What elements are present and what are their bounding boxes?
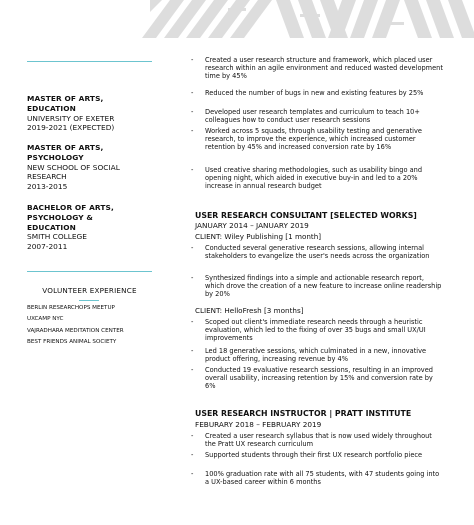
bullet-text: Scoped out client's immediate research needs through a heuristic evaluation, which led to the fixing of over 35 bugs and small UX/UI improvements bbox=[205, 318, 426, 343]
degree-title: BACHELOR OF ARTS, bbox=[27, 203, 114, 212]
list-item bbox=[191, 432, 443, 449]
bullet-text: Reduced the number of bugs in new and existing features by 25% bbox=[205, 89, 424, 97]
school-name: UNIVERSITY OF EXETER bbox=[27, 113, 115, 123]
list-item bbox=[191, 451, 443, 459]
bullet-dash: - bbox=[191, 89, 194, 97]
client-label: CLIENT: HelloFresh [3 months] bbox=[195, 306, 304, 315]
sidebar-divider bbox=[27, 271, 152, 272]
job-title: USER RESEARCH CONSULTANT [SELECTED WORKS] bbox=[195, 211, 417, 220]
list-item bbox=[191, 470, 443, 487]
education-entry bbox=[27, 203, 157, 252]
list-item bbox=[191, 56, 443, 81]
degree-title: PSYCHOLOGY & bbox=[27, 212, 93, 222]
bullet-text: Conducted 19 evaluative research sessions, resulting in an improved overall usability, increasing retention by 15% and conversion rate by 6% bbox=[205, 366, 433, 391]
bullet-dash: - bbox=[191, 108, 194, 116]
header-banner bbox=[0, 0, 474, 38]
bullet-text: Synthesized findings into a simple and actionable research report, which drove the creation of a new feature to increase online readership by 20% bbox=[205, 274, 442, 299]
education-entry bbox=[27, 94, 157, 133]
job-dates: FEBURARY 2018 – FEBRUARY 2019 bbox=[195, 420, 322, 429]
degree-title: MASTER OF ARTS, bbox=[27, 143, 104, 152]
bullet-text: 100% graduation rate with all 75 students, with 47 students going into a UX-based career within 6 months bbox=[205, 470, 440, 487]
volunteer-heading-underline bbox=[79, 300, 99, 301]
degree-dates: 2007-2011 bbox=[27, 242, 68, 252]
degree-title: EDUCATION bbox=[27, 103, 76, 113]
volunteer-heading: VOLUNTEER EXPERIENCE bbox=[42, 286, 137, 295]
bullet-dash: - bbox=[191, 432, 194, 440]
school-name: RESEARCH bbox=[27, 172, 67, 182]
list-item bbox=[191, 244, 443, 261]
bullet-text: Created a user research structure and framework, which placed user research within an agile environment and reduced wasted development time by 45% bbox=[205, 56, 443, 81]
volunteer-item: BERLIN RESEARCHOPS MEETUP bbox=[27, 305, 115, 311]
degree-title: EDUCATION bbox=[27, 222, 76, 232]
list-item bbox=[191, 274, 443, 299]
bullet-dash: - bbox=[191, 127, 194, 135]
bullet-text: Worked across 5 squads, through usability testing and generative research, to improve the experience, which increased customer retention by 45% and increased conversion rate by 16% bbox=[205, 127, 422, 152]
bullet-dash: - bbox=[191, 56, 194, 64]
bullet-dash: - bbox=[191, 451, 194, 459]
bullet-text: Used creative sharing methodologies, such as usability bingo and opening night, which aided in executive buy-in and led to a 20% increase in annual research budget bbox=[205, 166, 423, 191]
list-item bbox=[191, 366, 443, 391]
bullet-text: Supported students through their first UX research portfolio piece bbox=[205, 451, 423, 459]
volunteer-item: UXCAMP NYC bbox=[27, 316, 64, 323]
bullet-text: Developed user research templates and curriculum to teach 10+ colleagues how to conduct user research sessions bbox=[205, 108, 420, 125]
degree-title: PSYCHOLOGY bbox=[27, 152, 84, 162]
volunteer-list bbox=[27, 303, 157, 348]
bullet-text: Led 18 generative sessions, which culminated in a new, innovative product offering, increasing revenue by 4% bbox=[205, 347, 427, 364]
list-item bbox=[191, 318, 443, 343]
bullet-dash: - bbox=[191, 274, 194, 282]
bullet-dash: - bbox=[191, 347, 194, 355]
list-item bbox=[191, 108, 443, 125]
degree-title: MASTER OF ARTS, bbox=[27, 94, 104, 103]
list-item bbox=[191, 89, 443, 97]
bullet-text: Conducted several generative research sessions, allowing internal stakeholders to evangelize the user's needs across the organization bbox=[205, 244, 430, 261]
degree-dates: 2013-2015 bbox=[27, 182, 68, 192]
bullet-dash: - bbox=[191, 244, 194, 252]
bullet-dash: - bbox=[191, 166, 194, 174]
list-item bbox=[191, 166, 443, 191]
bullet-dash: - bbox=[191, 318, 194, 326]
client-label: CLIENT: Wiley Publishing [1 month] bbox=[195, 232, 322, 241]
education-entry bbox=[27, 143, 157, 192]
school-name: NEW SCHOOL OF SOCIAL bbox=[27, 162, 120, 172]
striped-banner-graphic bbox=[0, 0, 474, 38]
volunteer-item: BEST FRIENDS ANIMAL SOCIETY bbox=[27, 338, 117, 345]
sidebar-divider bbox=[27, 61, 152, 62]
degree-dates: 2019-2021 (EXPECTED) bbox=[27, 123, 115, 133]
job-title: USER RESEARCH INSTRUCTOR | PRATT INSTITUTE bbox=[195, 409, 412, 418]
volunteer-item: VAJRADHARA MEDITATION CENTER bbox=[27, 327, 124, 334]
bullet-dash: - bbox=[191, 366, 194, 374]
school-name: SMITH COLLEGE bbox=[27, 232, 87, 242]
list-item bbox=[191, 347, 443, 364]
bullet-text: Created a user research syllabus that is now used widely throughout the Pratt UX research curriculum bbox=[205, 432, 432, 449]
list-item bbox=[191, 127, 443, 152]
job-dates: JANUARY 2014 – JANUARY 2019 bbox=[195, 221, 309, 230]
bullet-dash: - bbox=[191, 470, 194, 478]
